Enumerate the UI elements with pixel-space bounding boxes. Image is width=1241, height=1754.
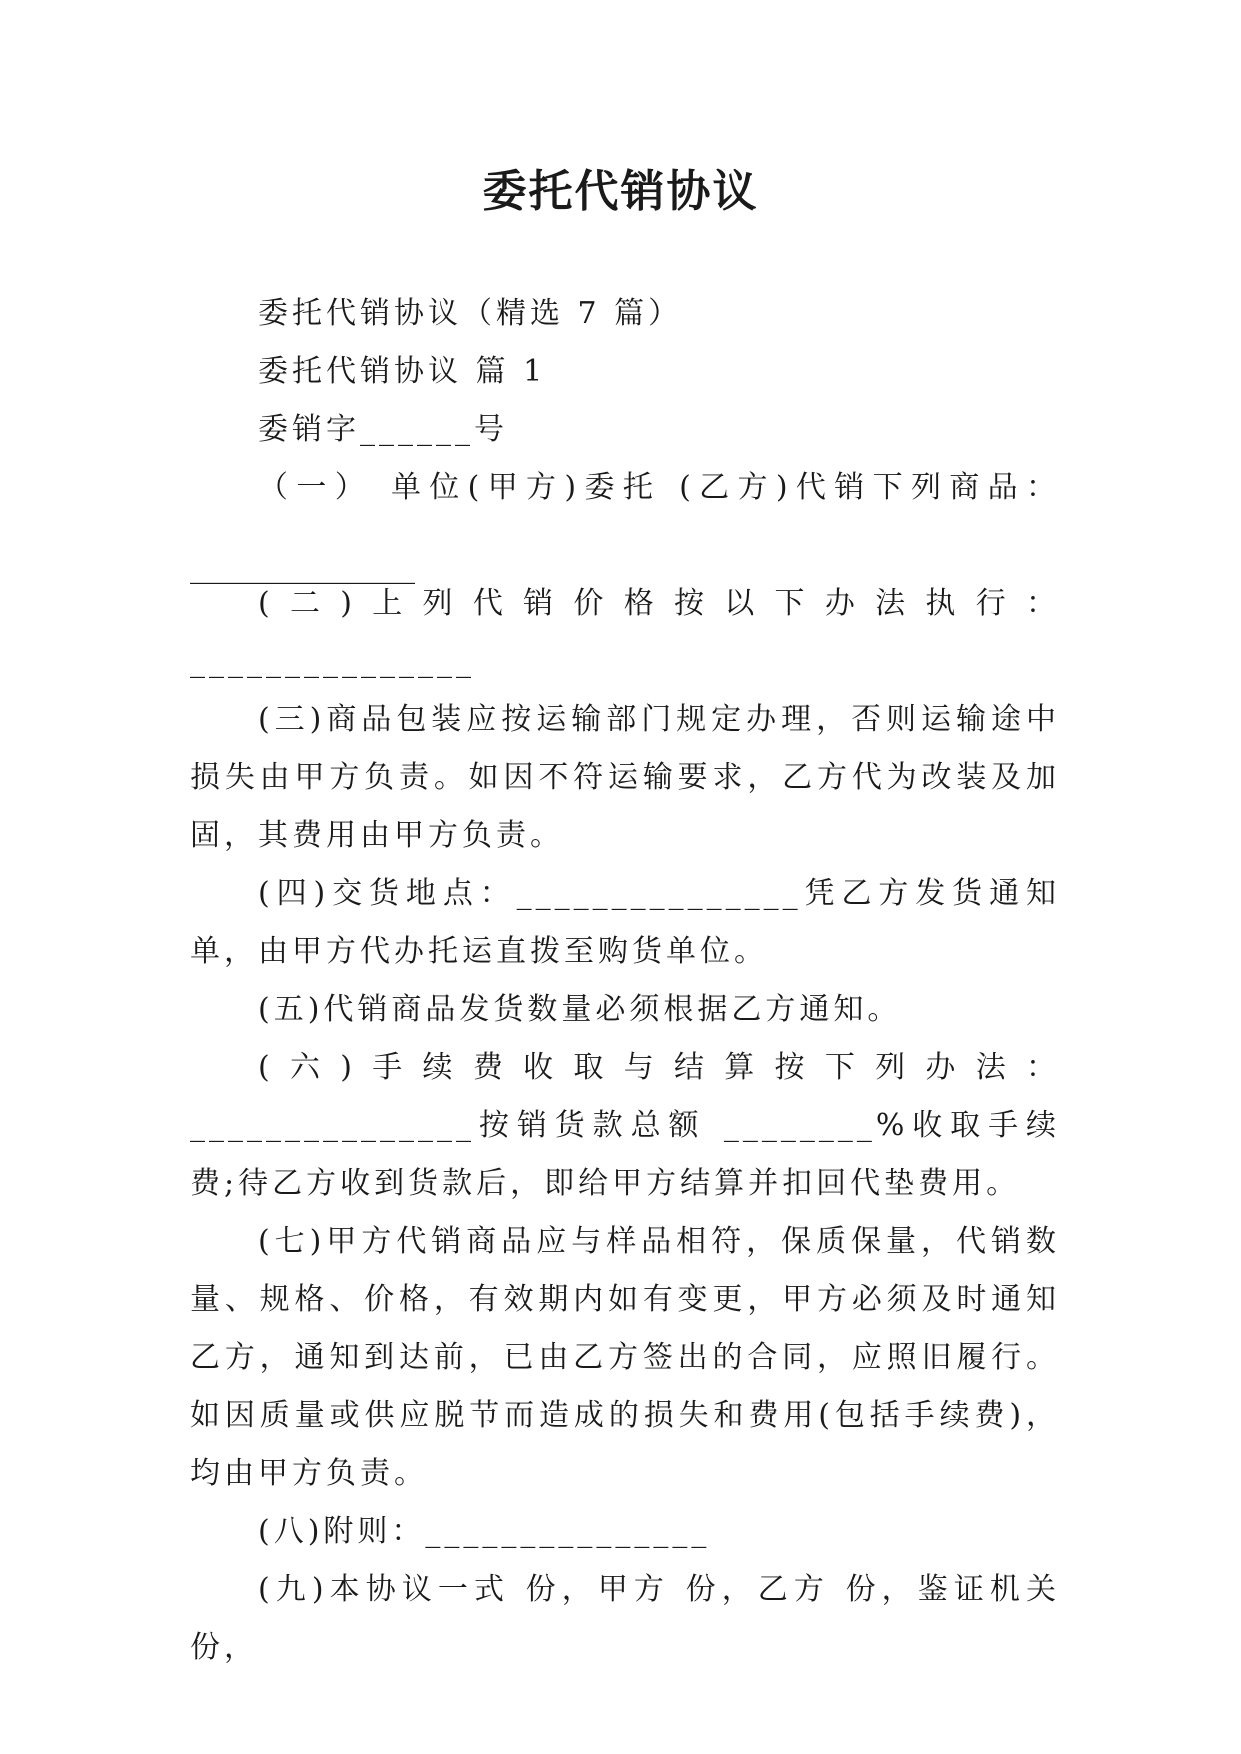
document-body bbox=[190, 285, 1060, 1677]
clause-1: （一） 单位(甲方)委托 (乙方)代销下列商品： bbox=[258, 470, 1060, 505]
document-subtitle: 委托代销协议（精选 7 篇） bbox=[258, 296, 683, 331]
document-title: 委托代销协议 bbox=[482, 166, 759, 217]
clause-5: (五)代销商品发货数量必须根据乙方通知。 bbox=[258, 992, 902, 1027]
clause-1-blank: _______________ bbox=[190, 550, 415, 585]
clause-9: (九)本协议一式 份，甲方 份，乙方 份，鉴证机关 份， bbox=[190, 1572, 1060, 1665]
clause-6: (六)手续费收取与结算按下列办法：_______________按销货款总额 ________%收取手续费;待乙方收到货款后，即给甲方结算并扣回代垫费用。 bbox=[190, 1050, 1060, 1201]
clause-2: (二)上列代销价格按以下办法执行：_______________ bbox=[190, 586, 1060, 679]
part-heading: 委托代销协议 篇 1 bbox=[258, 354, 547, 389]
clause-7: (七)甲方代销商品应与样品相符，保质保量，代销数量、规格、价格，有效期内如有变更，甲方必须及时通知乙方，通知到达前，已由乙方签出的合同，应照旧履行。如因质量或供应脱节而造成的损失和费用(包括手续费)，均由甲方负责。 bbox=[190, 1224, 1060, 1491]
clause-3: (三)商品包装应按运输部门规定办理，否则运输途中损失由甲方负责。如因不符运输要求，乙方代为改装及加固，其费用由甲方负责。 bbox=[190, 702, 1060, 853]
clause-1-blank-line bbox=[190, 517, 1060, 585]
reference-number: 委销字______号 bbox=[258, 412, 508, 447]
clause-4: (四)交货地点：_______________凭乙方发货通知单，由甲方代办托运直拨至购货单位。 bbox=[190, 876, 1060, 969]
clause-8: (八)附则：_______________ bbox=[258, 1514, 711, 1549]
